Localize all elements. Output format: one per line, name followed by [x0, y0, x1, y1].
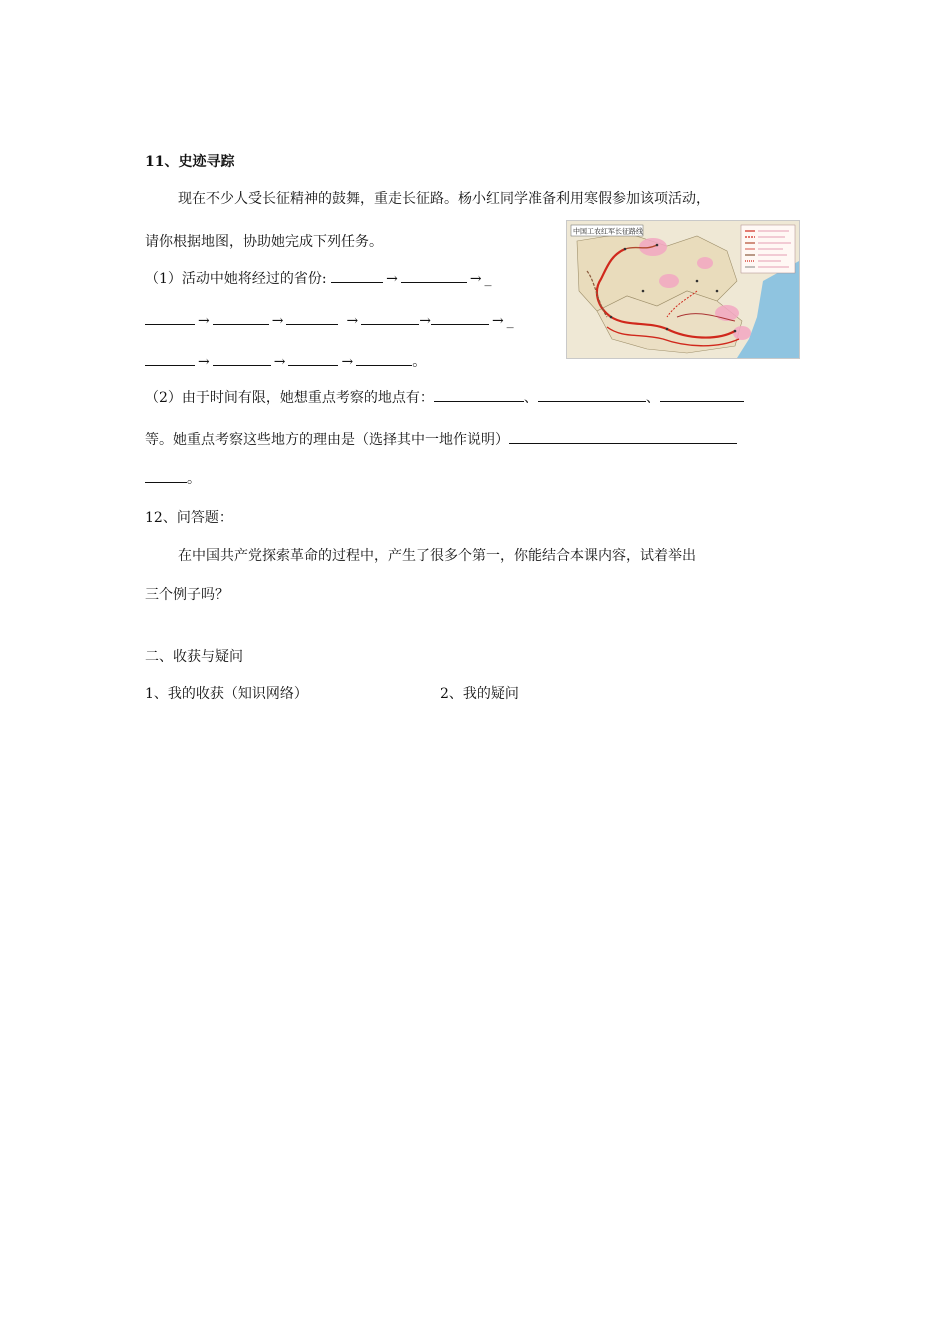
arrow: →: [469, 271, 482, 287]
answer-blank[interactable]: [213, 312, 269, 325]
answer-blank[interactable]: [434, 389, 524, 402]
long-march-map: [566, 220, 800, 359]
comma: 、: [523, 390, 538, 406]
answer-blank[interactable]: [145, 353, 195, 366]
answer-blank[interactable]: [509, 431, 737, 444]
q11-intro-line1: 现在不少人受长征精神的鼓舞，重走长征路。杨小红同学准备利用寒假参加该项活动，: [178, 191, 710, 207]
map-title: 中国工农红军长征路线: [573, 227, 643, 236]
arrow: →: [386, 271, 398, 287]
answer-blank[interactable]: [538, 389, 646, 402]
answer-blank[interactable]: [660, 389, 744, 402]
arrow: →: [419, 313, 431, 329]
arrow: →: [273, 354, 286, 370]
answer-blank[interactable]: [145, 312, 195, 325]
q11-part1-line1: [145, 269, 492, 289]
answer-blank[interactable]: [401, 270, 467, 283]
arrow: →: [198, 354, 210, 370]
q11-intro-line2: 请你根据地图，协助她完成下列任务。: [145, 234, 383, 250]
period: 。: [187, 471, 201, 487]
comma: 、: [645, 390, 660, 406]
period: 。: [412, 354, 427, 370]
q11-part1-line3: [145, 352, 426, 372]
q11-part2-line3: [145, 469, 201, 489]
arrow: →: [346, 313, 359, 329]
q11-part2-label: （2）由于时间有限，她想重点考察的地点有：: [145, 390, 434, 406]
answer-blank[interactable]: [286, 312, 338, 325]
arrow: →: [491, 313, 504, 329]
underscore: _: [506, 313, 514, 329]
q11-part2-reason: 等。她重点考察这些地方的理由是（选择其中一地作说明）: [145, 432, 509, 448]
underscore: _: [484, 271, 492, 287]
q11-part1-line2: [145, 311, 514, 331]
q11-part1-label: （1）活动中她将经过的省份:: [145, 271, 327, 287]
answer-blank[interactable]: [213, 353, 271, 366]
answer-blank[interactable]: [431, 312, 489, 325]
answer-blank[interactable]: [331, 270, 383, 283]
arrow: →: [198, 313, 210, 329]
q12-line2: 三个例子吗？: [145, 587, 229, 603]
arrow: →: [271, 313, 284, 329]
answer-blank[interactable]: [361, 312, 419, 325]
q11-part2-line2: [145, 430, 737, 450]
q12-line1: 在中国共产党探索革命的过程中，产生了很多个第一，你能结合本课内容，试着举出: [178, 548, 696, 564]
arrow: →: [341, 354, 354, 370]
section2-item1: 1、我的收获（知识网络）: [145, 686, 308, 702]
section2-title: 二、收获与疑问: [145, 649, 243, 665]
long-march-map-drawing: [567, 221, 799, 358]
answer-blank[interactable]: [356, 353, 412, 366]
q11-title: 11、史迹寻踪: [145, 154, 235, 170]
q12-title: 12、问答题：: [145, 510, 233, 526]
section2-item2: 2、我的疑问: [440, 686, 519, 702]
q11-part2-line1: [145, 388, 744, 408]
answer-blank[interactable]: [145, 470, 187, 483]
answer-blank[interactable]: [288, 353, 338, 366]
